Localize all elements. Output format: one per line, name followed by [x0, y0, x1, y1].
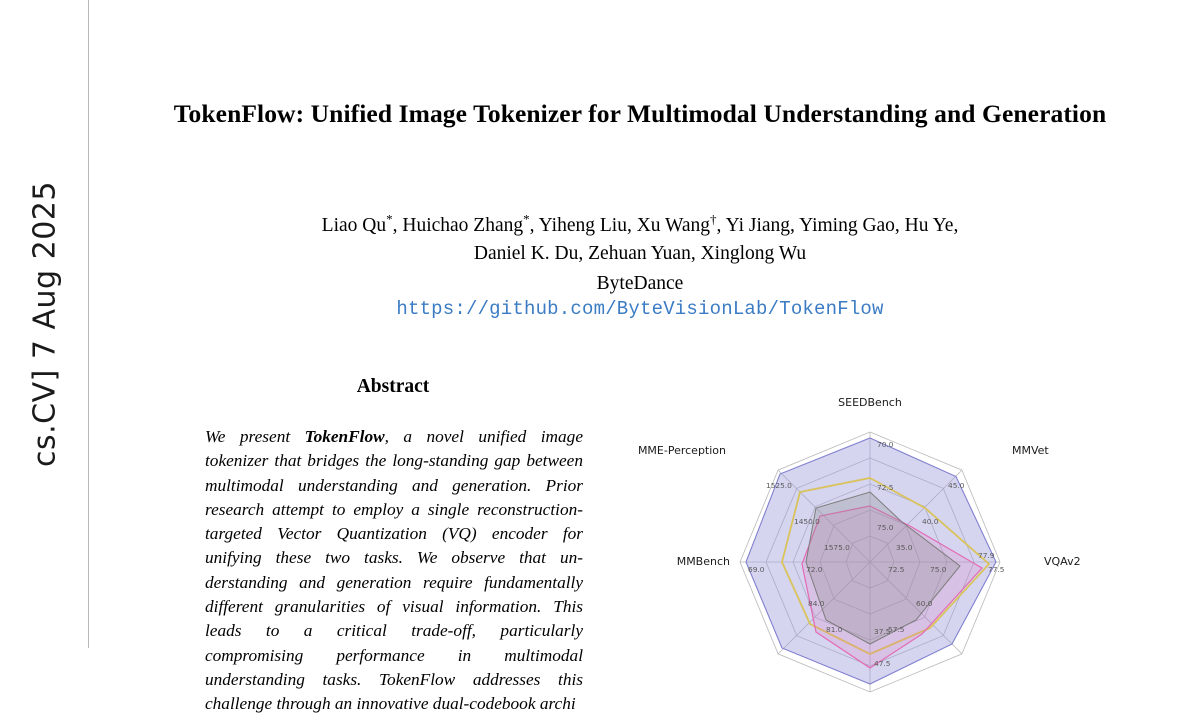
radar-chart-svg — [630, 382, 1110, 712]
tick-mme-2: 1450.0 — [794, 517, 820, 526]
tick-mmbench-2: 72.0 — [806, 565, 823, 574]
abstract-body: We present TokenFlow, a novel unified image tokenizer that bridges the long-standing gap between multimodal understanding and generation. Prior research attempt to employ a single reconstruction-targeted Vector Quantization (VQ) encoder for unifying these two tasks. We observe that understanding and generation require fundamentally different granularities of visual information. This leads to a critical trade-off, particularly compromising performance in multimodal understanding tasks. TokenFlow addresses this challenge through an innovative dual-codebook archi — [205, 427, 583, 714]
axis-label-vqav2: VQAv2 — [1044, 555, 1081, 568]
tick-mmvet-1: 35.0 — [896, 543, 913, 552]
abstract-heading: Abstract — [356, 376, 430, 397]
author-name-2: Huichao Zhang — [402, 215, 524, 236]
tick-mme-1: 1575.0 — [824, 543, 850, 552]
tick-mme-3: 1525.0 — [766, 481, 792, 490]
axis-label-mme-perception: MME-Perception — [637, 444, 726, 457]
tick-pope-1: 81.0 — [826, 625, 843, 634]
author-name-3: Yiheng Liu, Xu Wang — [538, 215, 711, 236]
abstract-bold-term: TokenFlow — [304, 427, 385, 446]
repository-link[interactable]: https://github.com/ByteVisionLab/TokenFlow — [396, 298, 884, 320]
author-affil-mark-star: * — [386, 211, 393, 227]
tick-mmbench-1: 69.0 — [748, 565, 765, 574]
author-name-1: Liao Qu — [321, 215, 387, 236]
tick-mmvet-3: 45.0 — [948, 481, 965, 490]
tick-gqa-1: 57.5 — [888, 625, 905, 634]
author-affil-mark-star-2: * — [523, 211, 530, 227]
axis-label-seedbench: SEEDBench — [838, 396, 902, 409]
author-name-4: Yi Jiang, Yiming Gao, Hu Ye, — [725, 215, 959, 236]
author-line-1: Liao Qu*, Huichao Zhang*, Yiheng Liu, Xu Wang†, Yi Jiang, Yiming Gao, Hu Ye, — [321, 211, 959, 236]
arxiv-spine — [0, 0, 90, 648]
axis-label-mmvet: MMVet — [1012, 444, 1049, 457]
tick-pope-2: 84.0 — [808, 599, 825, 608]
tick-mmvet-2: 40.0 — [922, 517, 939, 526]
arxiv-spine-label: cs.CV] 7 Aug 2025 — [27, 181, 63, 467]
tick-textvqa-2: 47.5 — [874, 659, 891, 668]
author-line-2: Daniel K. Du, Zehuan Yuan, Xinglong Wu — [473, 243, 807, 264]
tick-seedbench-2: 72.5 — [877, 483, 894, 492]
tick-textvqa-1: 37.5 — [874, 627, 891, 636]
tick-seedbench-1: 70.0 — [877, 440, 894, 449]
affiliation: ByteDance — [596, 273, 684, 294]
paper-page — [100, 0, 1200, 714]
tick-vqav2-4: 77.5 — [988, 565, 1005, 574]
author-affil-mark-dagger: † — [710, 211, 717, 227]
tick-vqav2-2: 72.5 — [888, 565, 905, 574]
author-list — [140, 212, 1140, 268]
page-title: TokenFlow: Unified Image Tokenizer for Multimodal Understanding and Generation — [173, 99, 1107, 128]
axis-label-mmbench: MMBench — [676, 555, 730, 568]
tick-gqa-2: 60.0 — [916, 599, 933, 608]
page-edge-divider — [88, 0, 89, 648]
radar-chart-figure — [630, 382, 1110, 712]
tick-vqav2-3: 75.0 — [930, 565, 947, 574]
tick-seedbench-3: 75.0 — [877, 523, 894, 532]
data-label-vqav2-peak: 77.9 — [978, 551, 995, 560]
